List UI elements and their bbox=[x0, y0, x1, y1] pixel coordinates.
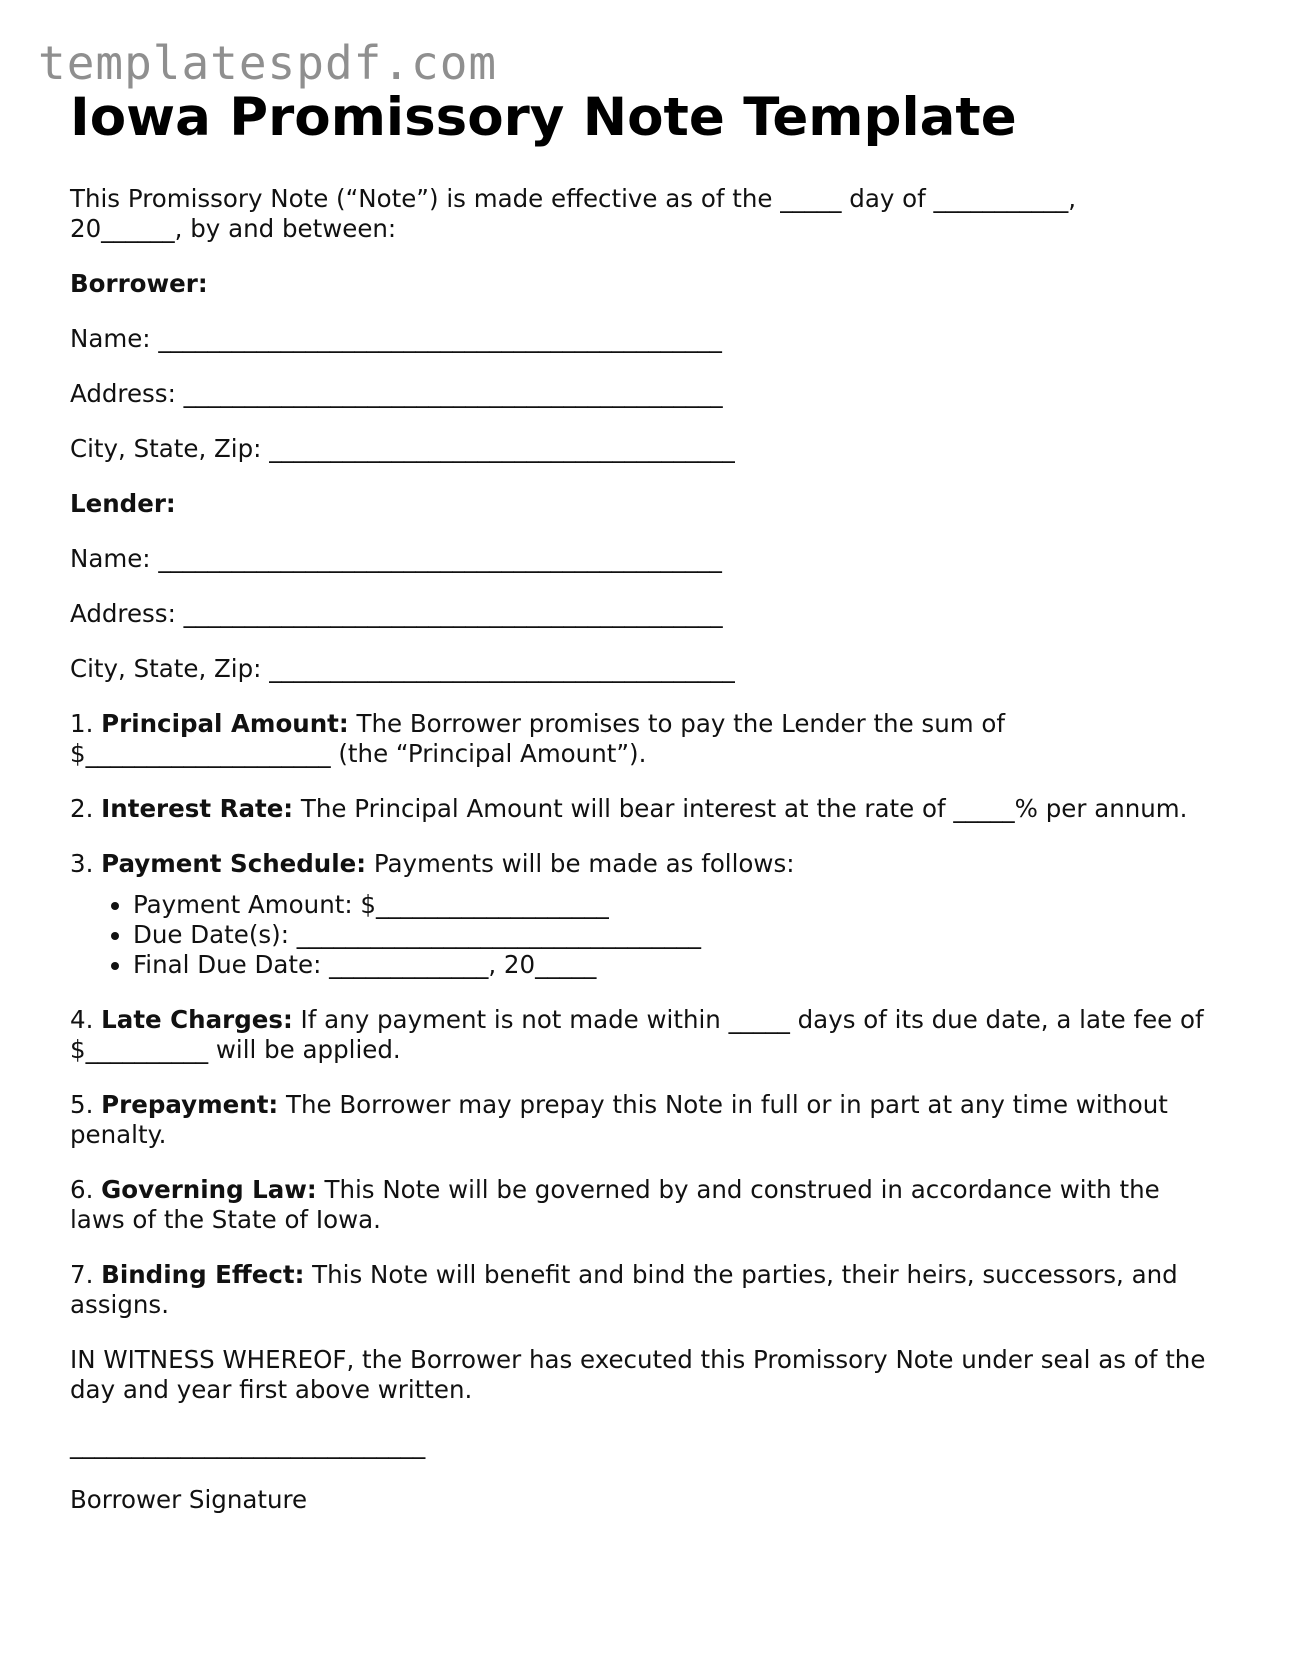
clause-number: 6. bbox=[70, 1175, 102, 1204]
clause-governing-law bbox=[70, 1175, 1220, 1235]
signature-line: _____________________________ bbox=[70, 1430, 426, 1459]
intro-line-1: This Promissory Note (“Note”) is made effective as of the _____ day of ___________, bbox=[70, 184, 1077, 213]
clause-title: Late Charges: bbox=[101, 1005, 293, 1034]
watermark: templatespdf.com bbox=[38, 36, 498, 90]
clause-text: This Note will benefit and bind the parties, their heirs, successors, and assigns. bbox=[70, 1260, 1178, 1319]
clause-payment-schedule bbox=[70, 849, 1220, 879]
signature-label: Borrower Signature bbox=[70, 1485, 308, 1514]
clause-interest-rate bbox=[70, 794, 1220, 824]
borrower-heading: Borrower: bbox=[70, 269, 208, 298]
lender-name-field: Name: ______________________________________________ bbox=[70, 544, 722, 573]
lender-city-field: City, State, Zip: ______________________________________ bbox=[70, 654, 735, 683]
payment-schedule-list bbox=[70, 890, 1220, 980]
clause-text: Payments will be made as follows: bbox=[366, 849, 795, 878]
borrower-city-field: City, State, Zip: ______________________________________ bbox=[70, 434, 735, 463]
clause-title: Binding Effect: bbox=[101, 1260, 305, 1289]
clause-text: The Principal Amount will bear interest at the rate of _____% per annum. bbox=[293, 794, 1188, 823]
page-title: Iowa Promissory Note Template bbox=[70, 87, 1017, 148]
clause-binding-effect bbox=[70, 1260, 1220, 1320]
clause-title: Governing Law: bbox=[101, 1175, 317, 1204]
clause-number: 1. bbox=[70, 709, 102, 738]
clause-prepayment bbox=[70, 1090, 1220, 1150]
clause-number: 4. bbox=[70, 1005, 102, 1034]
document-body bbox=[70, 184, 1220, 1540]
list-item-payment-amount: • Payment Amount: $___________________ bbox=[133, 890, 1220, 920]
lender-heading: Lender: bbox=[70, 489, 176, 518]
clause-late-charges bbox=[70, 1005, 1220, 1065]
clause-principal-amount bbox=[70, 709, 1220, 769]
clause-text: This Note will be governed by and construed in accordance with the laws of the State of Iowa. bbox=[70, 1175, 1160, 1234]
clause-title: Prepayment: bbox=[101, 1090, 279, 1119]
clause-title: Interest Rate: bbox=[101, 794, 294, 823]
intro-paragraph bbox=[70, 184, 1220, 244]
list-item-final-due-date: • Final Due Date: _____________, 20_____ bbox=[133, 950, 1220, 980]
clause-number: 7. bbox=[70, 1260, 102, 1289]
clause-title: Principal Amount: bbox=[101, 709, 349, 738]
clause-number: 2. bbox=[70, 794, 102, 823]
list-item-due-dates: • Due Date(s): _________________________________ bbox=[133, 920, 1220, 950]
clause-number: 5. bbox=[70, 1090, 102, 1119]
clause-text: The Borrower may prepay this Note in full or in part at any time without penalty. bbox=[70, 1090, 1168, 1149]
clause-text: If any payment is not made within _____ days of its due date, a late fee of $__________ will be applied. bbox=[70, 1005, 1204, 1064]
witness-paragraph: IN WITNESS WHEREOF, the Borrower has executed this Promissory Note under seal as of the day and year first above written. bbox=[70, 1345, 1206, 1404]
intro-line-2: 20______, by and between: bbox=[70, 214, 397, 243]
lender-address-field: Address: ____________________________________________ bbox=[70, 599, 723, 628]
borrower-name-field: Name: ______________________________________________ bbox=[70, 324, 722, 353]
clause-title: Payment Schedule: bbox=[101, 849, 367, 878]
clause-number: 3. bbox=[70, 849, 102, 878]
clause-text: The Borrower promises to pay the Lender the sum of $____________________ (the “Principal Amount”). bbox=[70, 709, 1005, 768]
borrower-address-field: Address: ____________________________________________ bbox=[70, 379, 723, 408]
